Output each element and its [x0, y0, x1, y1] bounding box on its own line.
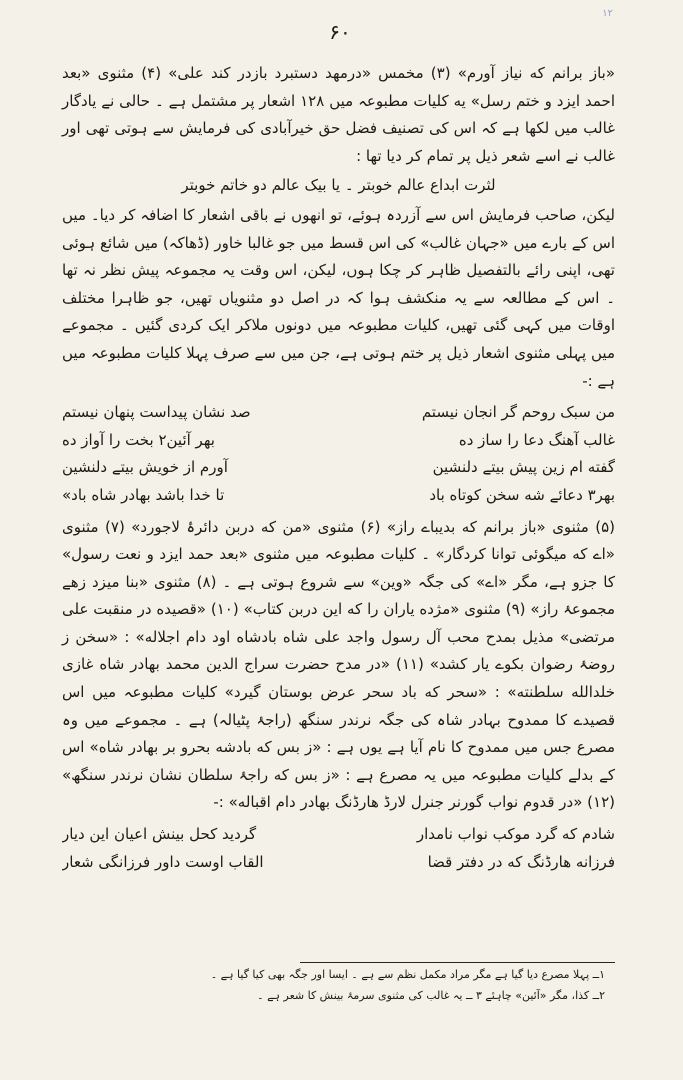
verse-hemistich: القاب اوست داور فرزانگی شعار: [62, 852, 264, 871]
verse-row: [62, 427, 615, 455]
paragraph-mid: لیکن، صاحب فرمایش اس سے آزردہ ہوئے، تو انھوں نے باقی اشعار کا اضافہ کر دیا۔ میں اس کے بارے میں «جہان غالب» کی اس قسط میں جو غالبا خاور (ڈھاکہ) میں شائع ہوئی تھی، اپنی رائے بالتفصیل ظاہر کر چکا ہوں، لیکن، اس وقت یہ مجموعہ پیش نظر نہ تھا ۔ اس کے مطالعہ سے یہ منکشف ہوا کہ در اصل دو مثنویاں تھیں، جو ظاہرا مختلف اوقات میں کہی گئی تھیں، کلیات مطبوعہ میں دونوں ملاکر ایک کردی گئیں ۔ مجموعے میں پہلی مثنوی اشعار ذیل پر ختم ہوتی ہے، جن میں سے صرف پہلا کلیات مطبوعہ میں ہے :-: [62, 205, 615, 390]
verse-hemistich: فرزانه هارڈنگ که در دفتر قضا: [427, 852, 615, 871]
verse-row: [62, 454, 615, 482]
page-number: ۶۰: [329, 20, 351, 44]
verse-hemistich: گردید کحل بینش اعیان این دیار: [62, 825, 257, 844]
verse-row: [62, 482, 615, 510]
verse-hemistich: من سبک روحم گر انجان نیستم: [421, 403, 615, 422]
paragraph-list: (۵) مثنوی «باز برانم که بدیباے راز» (۶) مثنوی «من که دربن دائرۂ لاجورد» (۷) مثنوی «اے که میگوئی توانا کردگار» ۔ کلیات مطبوعہ میں مثنوی «بعد حمد ایزد و نعت رسول» کا جزو ہے، مگر «اے» کی جگہ «وین» سے شروع ہوتی ہے ۔ (۸) مثنوی «بنا میزد زهے مجموعۂ راز» (۹) مثنوی «مژده یاران را که این دربن کتاب» (۱۰) «قصیده در منقبت علی مرتضی» مذیل بمدح محب آل رسول واجد علی شاه بادشاه اود دام اجلاله» : «سخن ز روضۂ رضوان بکوے یار کشد» (۱۱) «در مدح حضرت سراج الدین محمد بهادر شاه غازی خلدالله سلطنته» : «سحر که باد سحر عرض بوستان گیرد» کلیات مطبوعہ میں اس قصیدے کا ممدوح بہادر شاہ کی جگہ نرندر سنگھ (راجۂ پٹیالہ) ہے ۔ مجموعے میں وہ مصرع جس میں ممدوح کا نام آیا ہے یوں ہے : «ز بس که بادشه بحرو بر بهادر شاه» اس کے بدلے کلیات مطبوعہ میں یہ مصرع ہے : «ز بس که راجۂ سلطان نشان نرندر سنگھ» (۱۲) «در قدوم نواب گورنر جنرل لارڈ هارڈنگ بهادر دام اقباله» :-: [62, 517, 615, 812]
verse-block-2: [62, 821, 615, 876]
verse-hemistich: بهر۳ دعائے شه سخن کوتاه باد: [429, 485, 615, 504]
footnote-rule: [300, 962, 615, 963]
corner-note: ۱۲: [602, 8, 613, 19]
verse-hemistich: شادم که گرد موکب نواب نامدار: [416, 825, 615, 844]
paragraph-intro: «باز برانم که نیاز آورم» (۳) مخمس «درمهد دستبرد بازدر کند علی» (۴) مثنوی «بعد احمد ایزد و ختم رسل» یه کلیات مطبوعہ میں ۱۲۸ اشعار پر مشتمل ہے ۔ حالی نے یادگار غالب میں لکھا ہے کہ اس کی تصنیف فضل حق خیرآبادی کی فرمایش سے ہوتی تھی اور غالب نے اسے شعر ذیل پر تمام کر دیا تھا :: [62, 64, 615, 165]
verse-hemistich: آورم از خویش بیتے دلنشین: [62, 458, 228, 477]
footnote-1: ۱ــ پہلا مصرع دیا گیا ہے مگر مراد مکمل نظم سے ہے ۔ ایسا اور جگہ بھی کیا گیا ہے ۔: [210, 968, 605, 981]
verse-hemistich: صد نشان پیداست پنهان نیستم: [62, 403, 251, 422]
verse-row: [62, 399, 615, 427]
body-text: [62, 60, 615, 880]
footnote-2: ۲ــ کذا، مگر «آئین» چاہئے ۳ ــ یہ غالب کی مثنوی سرمۂ بینش کا شعر ہے ۔: [257, 989, 605, 1002]
verse-hemistich: بهر آئین۲ بخت را آواز ده: [62, 430, 215, 449]
center-verse: لثرت ابداع عالم خوبتر ۔ یا بیک عالم دو خاتم خوبتر: [181, 176, 496, 195]
verse-hemistich: غالب آهنگ دعا را ساز ده: [458, 430, 615, 449]
verse-block-1: [62, 399, 615, 509]
verse-hemistich: تا خدا باشد بهادر شاه باد»: [62, 485, 225, 504]
verse-row: [62, 849, 615, 877]
verse-row: [62, 821, 615, 849]
verse-hemistich: گفته ام زین پیش بیتے دلنشین: [432, 458, 615, 477]
